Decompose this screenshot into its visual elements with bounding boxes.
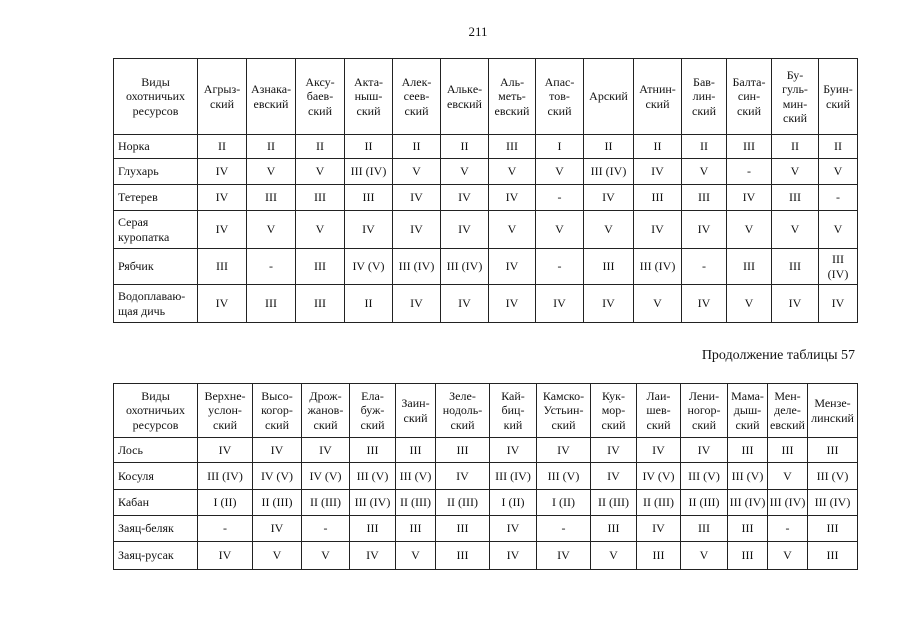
table-cell: III (IV) [441, 249, 489, 285]
table-cell: IV [681, 438, 728, 463]
table-57-part-1 [113, 58, 858, 323]
table-cell: III [728, 438, 768, 463]
row-label: Глухарь [114, 159, 198, 185]
row-label: Заяц-беляк [114, 516, 198, 542]
row-label: Кабан [114, 490, 198, 516]
table-cell: III [584, 249, 634, 285]
row-label: Рябчик [114, 249, 198, 285]
table-cell: II [584, 135, 634, 159]
table-row [114, 490, 858, 516]
table-cell: III [768, 438, 808, 463]
table-cell: IV [393, 185, 441, 211]
table-cell: III (IV) [393, 249, 441, 285]
table-row [114, 249, 858, 285]
table-cell: III [727, 249, 772, 285]
table-cell: III (IV) [728, 490, 768, 516]
table-cell: V [396, 542, 436, 570]
table-cell: - [819, 185, 858, 211]
table-cell: III [728, 516, 768, 542]
column-header-resource-type: Виды охотничьих ресурсов [114, 384, 198, 438]
row-label: Серая куропатка [114, 211, 198, 249]
table-cell: II [772, 135, 819, 159]
table-cell: II [634, 135, 682, 159]
page-number: 211 [468, 24, 488, 39]
table-cell: IV [489, 285, 536, 323]
table-cell: V [296, 211, 345, 249]
table-cell: IV [537, 438, 591, 463]
table-cell: IV [198, 185, 247, 211]
table-cell: V [536, 159, 584, 185]
table-cell: V [584, 211, 634, 249]
table-cell: V [489, 159, 536, 185]
table-cell: IV [302, 438, 350, 463]
continuation-label: Продолжение таблицы 57 [701, 348, 855, 363]
table-cell: IV [436, 463, 490, 490]
table-cell: II [345, 285, 393, 323]
table-cell: V [819, 211, 858, 249]
table-cell: III [247, 285, 296, 323]
table-cell: V [772, 211, 819, 249]
table-cell: II (III) [591, 490, 637, 516]
column-header-district: Мама- дыш- ский [728, 384, 768, 438]
table-cell: - [727, 159, 772, 185]
table-cell: IV [584, 185, 634, 211]
table-cell: V [591, 542, 637, 570]
table-cell: II [198, 135, 247, 159]
table-cell: III [591, 516, 637, 542]
column-header-district: Алек- сеев- ский [393, 59, 441, 135]
table-cell: IV [634, 211, 682, 249]
table-cell: II (III) [302, 490, 350, 516]
table-cell: IV [198, 438, 253, 463]
row-label: Тетерев [114, 185, 198, 211]
table-cell: III [436, 516, 490, 542]
table-cell: V [247, 211, 296, 249]
table-cell: IV [441, 285, 489, 323]
table-cell: IV (V) [302, 463, 350, 490]
table-cell: V [727, 211, 772, 249]
table-row [114, 159, 858, 185]
table-cell: III [296, 249, 345, 285]
column-header-district: Балта- син- ский [727, 59, 772, 135]
table-cell: III [681, 516, 728, 542]
table-cell: IV (V) [253, 463, 302, 490]
table-cell: V [247, 159, 296, 185]
table-cell: V [819, 159, 858, 185]
table-cell: III (V) [350, 463, 396, 490]
table-cell: III [637, 542, 681, 570]
table-cell: III (IV) [768, 490, 808, 516]
table-cell: II [819, 135, 858, 159]
table-cell: IV [490, 438, 537, 463]
table-cell: IV [441, 211, 489, 249]
table-cell: - [768, 516, 808, 542]
table-cell: III (IV) [584, 159, 634, 185]
column-header-district: Апас- тов- ский [536, 59, 584, 135]
table-cell: III [296, 185, 345, 211]
table-cell: I (II) [490, 490, 537, 516]
table-cell: - [198, 516, 253, 542]
table-cell: - [302, 516, 350, 542]
table-cell: IV [393, 285, 441, 323]
table-cell: III (V) [728, 463, 768, 490]
table-cell: II (III) [637, 490, 681, 516]
table-cell: IV [490, 516, 537, 542]
table-cell: IV [637, 516, 681, 542]
row-label: Лось [114, 438, 198, 463]
table-cell: V [634, 285, 682, 323]
table-57-part-2 [113, 383, 858, 570]
row-label: Заяц-русак [114, 542, 198, 570]
table-cell: III (IV) [345, 159, 393, 185]
table-cell: V [727, 285, 772, 323]
column-header-district: Лени- ногор- ский [681, 384, 728, 438]
table1-header-row [114, 59, 858, 135]
table-cell: V [441, 159, 489, 185]
table-cell: IV [253, 516, 302, 542]
table-cell: IV [591, 438, 637, 463]
table-cell: III [350, 516, 396, 542]
table-cell: II [393, 135, 441, 159]
table-cell: V [253, 542, 302, 570]
table-cell: III [808, 542, 858, 570]
table-cell: II [682, 135, 727, 159]
table-cell: III [634, 185, 682, 211]
table-cell: IV [198, 542, 253, 570]
table-cell: III (IV) [350, 490, 396, 516]
table-cell: III [436, 438, 490, 463]
table-cell: - [247, 249, 296, 285]
table-cell: IV (V) [345, 249, 393, 285]
table-cell: III (IV) [808, 490, 858, 516]
table-cell: II [247, 135, 296, 159]
table-cell: III (IV) [819, 249, 858, 285]
table-cell: III (V) [537, 463, 591, 490]
table-cell: III [396, 438, 436, 463]
table-cell: IV [584, 285, 634, 323]
table-cell: III [396, 516, 436, 542]
table-cell: III (IV) [634, 249, 682, 285]
table-cell: I (II) [198, 490, 253, 516]
column-header-district: Камско- Устьин- ский [537, 384, 591, 438]
table-row [114, 211, 858, 249]
table-cell: V [489, 211, 536, 249]
table2-header-row [114, 384, 858, 438]
table-cell: III (V) [808, 463, 858, 490]
table-cell: IV [393, 211, 441, 249]
column-header-district: Верхне- услон- ский [198, 384, 253, 438]
table-cell: V [296, 159, 345, 185]
table-cell: III [772, 249, 819, 285]
table-cell: IV [536, 285, 584, 323]
table-row [114, 463, 858, 490]
table-cell: IV [591, 463, 637, 490]
table-cell: III [345, 185, 393, 211]
table-cell: V [768, 542, 808, 570]
table-cell: III [296, 285, 345, 323]
table-cell: IV [682, 285, 727, 323]
table-cell: II (III) [681, 490, 728, 516]
table-cell: IV [489, 249, 536, 285]
column-header-district: Азнака- евский [247, 59, 296, 135]
table-cell: II (III) [436, 490, 490, 516]
column-header-district: Буин- ский [819, 59, 858, 135]
table-cell: V [772, 159, 819, 185]
table-row [114, 185, 858, 211]
column-header-district: Кай- биц- кий [490, 384, 537, 438]
table-cell: V [768, 463, 808, 490]
table-row [114, 285, 858, 323]
column-header-district: Мензе- линский [808, 384, 858, 438]
column-header-district: Ела- буж- ский [350, 384, 396, 438]
table-cell: IV [350, 542, 396, 570]
table-cell: - [682, 249, 727, 285]
table-cell: III (IV) [490, 463, 537, 490]
table-cell: II [345, 135, 393, 159]
table-cell: IV [489, 185, 536, 211]
column-header-district: Лаи- шев- ский [637, 384, 681, 438]
table-cell: III (V) [396, 463, 436, 490]
table-cell: IV [772, 285, 819, 323]
table-cell: II (III) [253, 490, 302, 516]
column-header-resource-type: Виды охотничьих ресурсов [114, 59, 198, 135]
table-cell: II (III) [396, 490, 436, 516]
column-header-district: Кук- мор- ский [591, 384, 637, 438]
row-label: Норка [114, 135, 198, 159]
column-header-district: Высо- когор- ский [253, 384, 302, 438]
table-cell: II [441, 135, 489, 159]
table-cell: - [536, 249, 584, 285]
column-header-district: Бав- лин- ский [682, 59, 727, 135]
table-cell: III (V) [681, 463, 728, 490]
table1-body [114, 135, 858, 323]
column-header-district: Бу- гуль- мин- ский [772, 59, 819, 135]
table-cell: III [772, 185, 819, 211]
column-header-district: Заин- ский [396, 384, 436, 438]
table-cell: IV (V) [637, 463, 681, 490]
table-cell: II [296, 135, 345, 159]
table-cell: - [536, 185, 584, 211]
table-cell: V [536, 211, 584, 249]
column-header-district: Алькe- евский [441, 59, 489, 135]
table-cell: IV [490, 542, 537, 570]
table2-body [114, 438, 858, 570]
table-cell: V [393, 159, 441, 185]
table-cell: III (IV) [198, 463, 253, 490]
row-label: Косуля [114, 463, 198, 490]
table-cell: IV [727, 185, 772, 211]
table-cell: IV [198, 285, 247, 323]
table-cell: III [682, 185, 727, 211]
column-header-district: Аль- меть- евский [489, 59, 536, 135]
table-cell: - [537, 516, 591, 542]
table-cell: III [728, 542, 768, 570]
table-cell: IV [198, 211, 247, 249]
table-row [114, 542, 858, 570]
table-cell: V [681, 542, 728, 570]
table-cell: III [350, 438, 396, 463]
table-cell: III [198, 249, 247, 285]
table-cell: IV [634, 159, 682, 185]
table-cell: III [247, 185, 296, 211]
column-header-district: Акта- ныш- ский [345, 59, 393, 135]
column-header-district: Дрож- жанов- ский [302, 384, 350, 438]
table-cell: III [808, 438, 858, 463]
table-cell: IV [819, 285, 858, 323]
table-row [114, 135, 858, 159]
table-row [114, 516, 858, 542]
column-header-district: Агрыз- ский [198, 59, 247, 135]
table-cell: V [302, 542, 350, 570]
table-cell: IV [537, 542, 591, 570]
table-cell: IV [637, 438, 681, 463]
table-cell: IV [345, 211, 393, 249]
table-cell: IV [253, 438, 302, 463]
table-cell: IV [198, 159, 247, 185]
table-cell: V [682, 159, 727, 185]
table-cell: III [436, 542, 490, 570]
table-cell: IV [441, 185, 489, 211]
table-cell: I [536, 135, 584, 159]
column-header-district: Арский [584, 59, 634, 135]
table-cell: III [489, 135, 536, 159]
table-cell: III [727, 135, 772, 159]
table-cell: III [808, 516, 858, 542]
row-label: Водоплаваю- щая дичь [114, 285, 198, 323]
table-cell: I (II) [537, 490, 591, 516]
column-header-district: Зеле- нодоль- ский [436, 384, 490, 438]
table-row [114, 438, 858, 463]
column-header-district: Аксу- баев- ский [296, 59, 345, 135]
column-header-district: Мен- деле- евский [768, 384, 808, 438]
column-header-district: Атнин- ский [634, 59, 682, 135]
table-cell: IV [682, 211, 727, 249]
